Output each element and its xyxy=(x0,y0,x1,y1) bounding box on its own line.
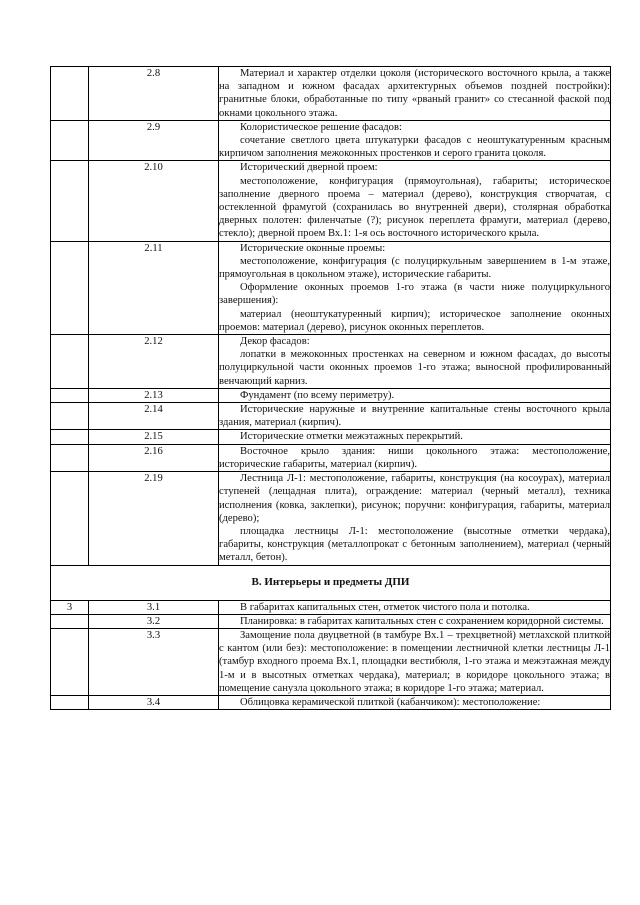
item-number-cell: 2.15 xyxy=(89,430,219,444)
item-number-cell: 3.3 xyxy=(89,628,219,695)
description-paragraph: Колористическое решение фасадов: xyxy=(240,121,402,133)
description-paragraph: Планировка: в габаритах капитальных стен с сохранением коридорной системы. xyxy=(240,615,604,627)
group-number-cell xyxy=(51,335,89,389)
description-paragraph: Исторические наружные и внутренние капитальные стены восточного крыла здания, материал (кирпич). xyxy=(219,404,610,429)
group-number-cell xyxy=(51,430,89,444)
description-paragraph: сочетание светлого цвета штукатурки фасадов с неоштукатуренным красным кирпичом заполнения межоконных простенков и серого гранита цоколя. xyxy=(219,135,610,160)
item-number-cell: 2.12 xyxy=(89,335,219,389)
group-number-cell xyxy=(51,472,89,565)
description-paragraph: лопатки в межоконных простенках на северном и южном фасадах, до высоты полуциркульной части оконных проемов 1-го этажа; выносной профилированный венчающий карниз. xyxy=(219,349,610,387)
table-row xyxy=(51,628,611,695)
group-number-cell xyxy=(51,67,89,121)
description-paragraph: Облицовка керамической плиткой (кабанчиком): местоположение: xyxy=(240,696,541,708)
item-description-cell xyxy=(219,628,611,695)
description-paragraph: Исторические отметки межэтажных перекрытий. xyxy=(240,431,463,443)
group-number-cell xyxy=(51,241,89,334)
item-description-cell xyxy=(219,600,611,614)
item-description-cell xyxy=(219,614,611,628)
description-paragraph: площадка лестницы Л-1: местоположение (высотные отметки чердака), габариты, конструкция (металлопрокат с бетонным заполнением), материал (черный металл, бетон). xyxy=(219,525,610,564)
item-number-cell: 3.1 xyxy=(89,600,219,614)
item-description-cell xyxy=(219,472,611,565)
table-row xyxy=(51,614,611,628)
group-number-cell xyxy=(51,120,89,161)
table-row xyxy=(51,403,611,430)
item-number-cell: 2.11 xyxy=(89,241,219,334)
item-description-cell xyxy=(219,403,611,430)
table-row xyxy=(51,241,611,334)
group-number-cell xyxy=(51,614,89,628)
protection-subject-table xyxy=(50,66,611,710)
description-paragraph: местоположение, конфигурация (прямоугольная), габариты; историческое заполнение дверного проема – материал (дерево), конструкция створчатая, с остекленной фрамугой (сохранилась во внутренней двери), столярная обработка дверных полотен: филенчатые (?); рисунок переплета фрамуги, материал (дерево, стекло); дверной проем Вх.1: 1-я ось восточного исторического крыла. xyxy=(219,175,610,240)
table-row xyxy=(51,600,611,614)
item-description-cell xyxy=(219,161,611,241)
table-row xyxy=(51,388,611,402)
group-number-cell xyxy=(51,444,89,471)
description-paragraph: Материал и характер отделки цоколя (исторического восточного крыла, а также на западном и южном фасадах архитектурных объемов поздней постройки): гранитные блоки, обработанные по типу «рваный гранит» со стесанной фаской под окнами цокольного этажа. xyxy=(219,68,610,119)
item-number-cell: 2.16 xyxy=(89,444,219,471)
item-description-cell xyxy=(219,388,611,402)
group-number-cell xyxy=(51,161,89,241)
table-row xyxy=(51,695,611,709)
item-number-cell: 2.8 xyxy=(89,67,219,121)
item-number-cell: 2.19 xyxy=(89,472,219,565)
group-number-cell xyxy=(51,403,89,430)
item-number-cell: 3.4 xyxy=(89,695,219,709)
item-description-cell xyxy=(219,335,611,389)
item-description-cell xyxy=(219,430,611,444)
table-row xyxy=(51,67,611,121)
table-row xyxy=(51,120,611,161)
description-paragraph: материал (неоштукатуренный кирпич); историческое заполнение оконных проемов: материал (дерево), рисунок оконных переплетов. xyxy=(219,308,610,333)
table-row xyxy=(51,335,611,389)
description-paragraph: В габаритах капитальных стен, отметок чистого пола и потолка. xyxy=(240,601,530,613)
item-number-cell: 3.2 xyxy=(89,614,219,628)
description-paragraph: Исторический дверной проем: xyxy=(240,162,378,174)
group-number-cell xyxy=(51,695,89,709)
section-title: В. Интерьеры и предметы ДПИ xyxy=(51,565,611,600)
item-description-cell xyxy=(219,241,611,334)
description-paragraph: местоположение, конфигурация (с полуциркульным завершением в 1-м этаже, прямоугольная в цокольном этаже), исторические габариты. xyxy=(219,255,610,281)
group-number-cell: 3 xyxy=(51,600,89,614)
group-number-cell xyxy=(51,628,89,695)
item-number-cell: 2.10 xyxy=(89,161,219,241)
description-paragraph: Исторические оконные проемы: xyxy=(240,242,386,254)
description-paragraph: Лестница Л-1: местоположение, габариты, конструкция (на косоурах), материал ступеней (лещадная плита), ограждение: материал (черный металл), техника исполнения (ковка, заклепки), рисунок; поручни: конфигурация, габариты, материал (дерево); xyxy=(219,473,610,524)
description-paragraph: Оформление оконных проемов 1-го этажа (в части ниже полуциркульного завершения): xyxy=(219,282,610,307)
description-paragraph: Фундамент (по всему периметру). xyxy=(240,389,395,401)
group-number-cell xyxy=(51,388,89,402)
description-paragraph: Восточное крыло здания: ниши цокольного этажа: местоположение, исторические габариты, материал (кирпич). xyxy=(219,445,610,470)
item-number-cell: 2.9 xyxy=(89,120,219,161)
item-description-cell xyxy=(219,695,611,709)
item-number-cell: 2.14 xyxy=(89,403,219,430)
table-row xyxy=(51,161,611,241)
section-row xyxy=(51,565,611,600)
table-row xyxy=(51,444,611,471)
item-description-cell xyxy=(219,120,611,161)
item-description-cell xyxy=(219,67,611,121)
item-description-cell xyxy=(219,444,611,471)
description-paragraph: Замощение пола двуцветной (в тамбуре Вх.1 – трехцветной) метлахской плиткой с кантом (или без): местоположение: в помещении лестничной клетки лестницы Л-1 (тамбур входного проема Вх.1, площадки вестибюля, 1-го этажа и межэтажная между 1-м и в высотных отметках чердака), материал; в коридоре цокольного этажа; в помещение санузла цокольного этажа; в коридоре 1-го этажа; материал. xyxy=(219,629,610,694)
table-row xyxy=(51,472,611,565)
table-row xyxy=(51,430,611,444)
item-number-cell: 2.13 xyxy=(89,388,219,402)
description-paragraph: Декор фасадов: xyxy=(240,336,310,348)
